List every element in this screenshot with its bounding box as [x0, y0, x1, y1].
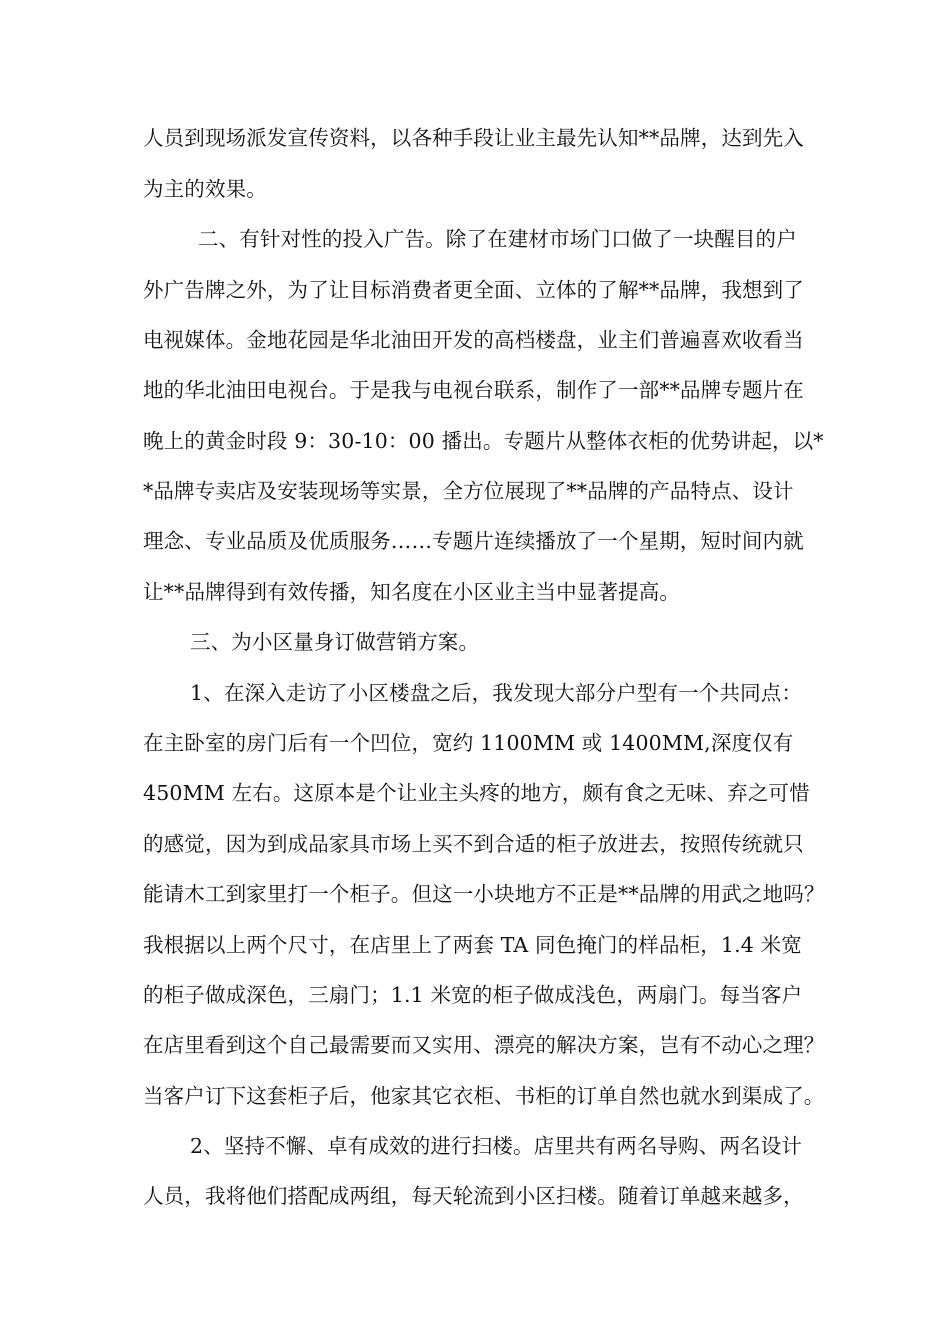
- text-line: 电视媒体。金地花园是华北油田开发的高档楼盘，业主们普遍喜欢收看当: [143, 328, 804, 352]
- text-line: 人员到现场派发宣传资料，以各种手段让业主最先认知**品牌，达到先入: [143, 126, 804, 150]
- section-heading-2: 二、有针对性的投入广告。除了在建材市场门口做了一块醒目的户: [198, 227, 797, 251]
- numbered-item-2: 2、坚持不懈、卓有成效的进行扫楼。店里共有两名导购、两名设计: [190, 1134, 803, 1158]
- section-heading-3: 三、为小区量身订做营销方案。: [190, 630, 480, 654]
- text-line: 的柜子做成深色，三扇门；1.1 米宽的柜子做成浅色，两扇门。每当客户: [143, 983, 803, 1007]
- text-line: 当客户订下这套柜子后，他家其它衣柜、书柜的订单自然也就水到渠成了。: [143, 1084, 825, 1108]
- text-line: 人员，我将他们搭配成两组，每天轮流到小区扫楼。随着订单越来越多，: [143, 1184, 804, 1208]
- numbered-item-1: 1、在深入走访了小区楼盘之后，我发现大部分户型有一个共同点：: [190, 681, 803, 705]
- text-line: 为主的效果。: [143, 177, 267, 201]
- text-line: 外广告牌之外，为了让目标消费者更全面、立体的了解**品牌，我想到了: [143, 278, 804, 302]
- text-line: 的感觉，因为到成品家具市场上买不到合适的柜子放进去，按照传统就只: [143, 832, 804, 856]
- text-line: 晚上的黄金时段 9：30-10：00 播出。专题片从整体衣柜的优势讲起，以*: [143, 429, 824, 453]
- text-line: 让**品牌得到有效传播，知名度在小区业主当中显著提高。: [143, 580, 681, 604]
- text-line: *品牌专卖店及安装现场等实景，全方位展现了**品牌的产品特点、设计: [143, 479, 794, 503]
- text-line: 我根据以上两个尺寸，在店里上了两套 TA 同色掩门的样品柜，1.4 米宽: [143, 933, 802, 957]
- text-line: 能请木工到家里打一个柜子。但这一小块地方不正是**品牌的用武之地吗？: [143, 882, 825, 906]
- text-line: 在店里看到这个自己最需要而又实用、漂亮的解决方案，岂有不动心之理？: [143, 1033, 825, 1057]
- text-line: 在主卧室的房门后有一个凹位，宽约 1100MM 或 1400MM,深度仅有: [143, 731, 794, 755]
- text-line: 450MM 左右。这原本是个让业主头疼的地方，颇有食之无味、弃之可惜: [143, 781, 810, 805]
- text-line: 地的华北油田电视台。于是我与电视台联系，制作了一部**品牌专题片在: [143, 378, 804, 402]
- text-line: 理念、专业品质及优质服务……专题片连续播放了一个星期，短时间内就: [143, 529, 804, 553]
